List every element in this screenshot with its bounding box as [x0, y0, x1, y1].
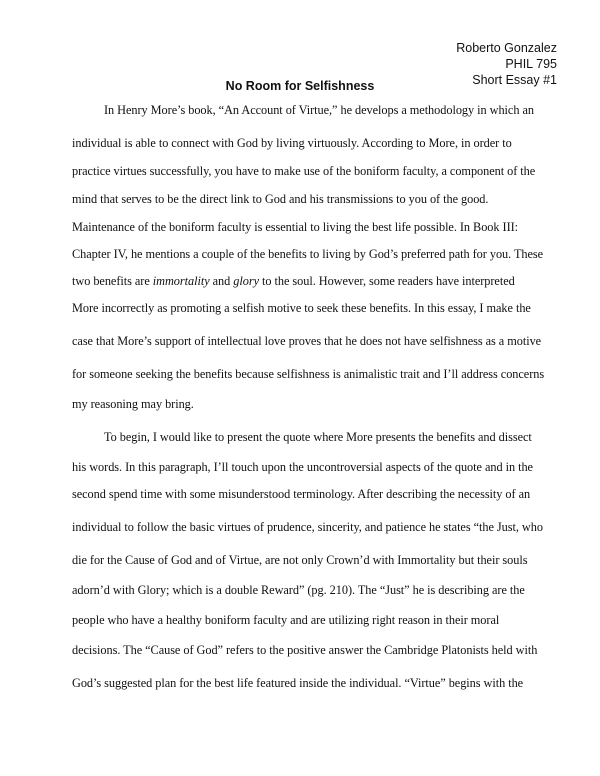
- body-line: second spend time with some misunderstood terminology. After describing the necessity of an: [72, 487, 531, 501]
- body-line: for someone seeking the benefits because selfishness is animalistic trait and I’ll address concerns: [72, 367, 545, 381]
- body-line: practice virtues successfully, you have to make use of the boniform faculty, a component of the: [72, 164, 536, 178]
- body-line: God’s suggested plan for the best life featured inside the individual. “Virtue” begins with the: [72, 676, 524, 690]
- body-line: In Henry More’s book, “An Account of Virtue,” he develops a methodology in which an: [104, 103, 534, 117]
- body-line: individual is able to connect with God by living virtuously. According to More, in order to: [72, 136, 512, 150]
- body-line: To begin, I would like to present the quote where More presents the benefits and dissect: [104, 430, 532, 444]
- body-line: Maintenance of the boniform faculty is essential to living the best life possible. In Book III:: [72, 220, 519, 234]
- assignment-label: Short Essay #1: [472, 73, 557, 87]
- body-line: people who have a healthy boniform faculty and are utilizing right reason in their moral: [72, 613, 500, 627]
- body-text-segment: and: [209, 274, 234, 288]
- body-line: Chapter IV, he mentions a couple of the benefits to living by God’s preferred path for you. These: [72, 247, 544, 261]
- body-text-segment: to the soul. However, some readers have interpreted: [258, 274, 515, 288]
- essay-title: No Room for Selfishness: [225, 79, 375, 93]
- body-line: adorn’d with Glory; which is a double Reward” (pg. 210). The “Just” he is describing are the: [72, 583, 525, 597]
- body-line: mind that serves to be the direct link to God and his transmissions to you of the good.: [72, 192, 489, 206]
- body-line: my reasoning may bring.: [72, 397, 194, 411]
- emphasis-immortality: immortality: [152, 274, 210, 288]
- author-name: Roberto Gonzalez: [456, 41, 557, 55]
- emphasis-glory: glory: [233, 274, 259, 288]
- body-line: his words. In this paragraph, I’ll touch upon the uncontroversial aspects of the quote and in the: [72, 460, 533, 474]
- body-line: More incorrectly as promoting a selfish motive to seek these benefits. In this essay, I make the: [72, 301, 531, 315]
- course-code: PHIL 795: [505, 57, 557, 71]
- body-line: [72, 274, 515, 289]
- body-line: decisions. The “Cause of God” refers to the positive answer the Cambridge Platonists held with: [72, 643, 538, 657]
- body-text-segment: two benefits are: [72, 274, 153, 288]
- body-line: case that More’s support of intellectual love proves that he does not have selfishness as a motive: [72, 334, 542, 348]
- body-line: individual to follow the basic virtues of prudence, sincerity, and patience he states “the Just, who: [72, 520, 543, 534]
- body-line: die for the Cause of God and of Virtue, are not only Crown’d with Immortality but their souls: [72, 553, 528, 567]
